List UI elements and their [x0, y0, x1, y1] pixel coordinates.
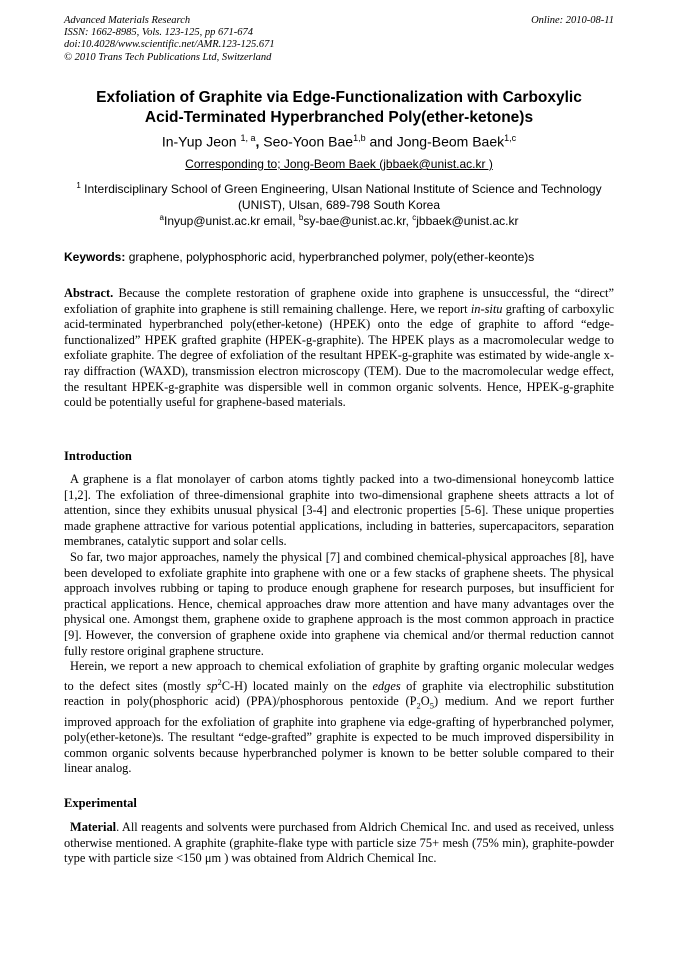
- keywords: [64, 250, 614, 264]
- italic-text: sp: [206, 678, 218, 693]
- author-list: [64, 133, 614, 150]
- email-mark: a: [159, 213, 164, 222]
- material-label: Material: [70, 820, 117, 834]
- abstract: [64, 286, 614, 411]
- email-mark: b: [298, 213, 304, 222]
- superscript: 2: [217, 676, 222, 687]
- author-separator: and: [365, 133, 397, 150]
- email-link[interactable]: Inyup@unist.ac.kr email,: [163, 214, 299, 228]
- affiliation-text: Interdisciplinary School of Green Engineering, Ulsan National Institute of Science and Technology (UNIST), Ulsan, 689-798 South Korea: [80, 182, 602, 212]
- email-mark: c: [412, 213, 417, 222]
- corresponding-author: [64, 157, 614, 171]
- keywords-label: Keywords:: [64, 250, 126, 264]
- paragraph-text: of graphite via electrophilic substitution reaction in poly(phosphoric acid) (PPA)/phosphorous pentoxide (P: [64, 678, 614, 709]
- introduction-body: [64, 472, 614, 777]
- paragraph-text: C-H) located mainly on the: [221, 678, 373, 693]
- author-emails: [64, 213, 614, 228]
- paragraph-text: Herein, we report a new approach to chemical exfoliation of graphite by grafting organic molecular wedges to the defect sites (mostly: [64, 659, 614, 693]
- affiliation: [64, 178, 614, 213]
- author-affiliation-mark: 1,b: [353, 133, 366, 143]
- author-separator: ,: [255, 133, 264, 150]
- author-name: In-Yup Jeon: [161, 133, 237, 150]
- email-link[interactable]: jbbaek@unist.ac.kr: [416, 214, 519, 228]
- material-text: . All reagents and solvents were purchased from Aldrich Chemical Inc. and used as received, unless otherwise mentioned. A graphite (graphite-flake type with particle size 75+ mesh (75% min), graphite-powder type with particle size <150 μm ) was obtained from Aldrich Chemical Inc.: [64, 820, 614, 866]
- author-name: Seo-Yoon Bae: [263, 133, 354, 150]
- abstract-text: grafting of carboxylic acid-terminated hyperbranched poly(ether-ketone) (HPEK) onto the edge of graphite to afford “edge-functionalized” HPEK grafted graphite (HPEK-g-graphite). The HPEK plays as a macromolecular wedge to exfoliate graphite. The degree of exfoliation of the resultant HPEK-g-graphite was estimated by wide-angle x-ray diffraction (WAXD), transmission electron microscopy (TEM). Due to the macromolecular wedge effect, the resultant HPEK-g-graphite was dispersible well in common organic solvents. Hence, HPEK-g-graphite could be potentially useful for graphene-based materials.: [64, 301, 614, 410]
- subscript: 2: [416, 700, 421, 711]
- experimental-body: [64, 820, 614, 867]
- title-line-2: Acid-Terminated Hyperbranched Poly(ether-ketone)s: [144, 108, 534, 126]
- paragraph-text: ) medium. And we report further improved approach for the exfoliation of graphite into graphene via edge-grafting of hyperbranched polymer, poly(ether-ketone)s. The resultant “edge-grafted” graphite is expected to be much improved dispersibility in common organic solvents because hyperbranched polymer is known to be better soluble compared to their linear analog.: [64, 694, 614, 776]
- journal-name: Advanced Materials Research: [64, 15, 191, 26]
- online-date: Online: 2010-08-11: [531, 15, 614, 26]
- corresponding-author-link[interactable]: Corresponding to; Jong-Beom Baek (jbbaek@unist.ac.kr ): [185, 157, 493, 171]
- paragraph-text: O: [420, 694, 430, 709]
- affiliation-number: 1: [76, 181, 81, 190]
- title-line-1: Exfoliation of Graphite via Edge-Functionalization with Carboxylic: [96, 89, 582, 106]
- experimental-heading: Experimental: [64, 796, 137, 810]
- issn-line: ISSN: 1662-8985, Vols. 123-125, pp 671-674: [64, 27, 253, 39]
- author-affiliation-mark: 1,c: [504, 133, 517, 143]
- italic-text: edges: [372, 678, 401, 693]
- doi-line: doi:10.4028/www.scientific.net/AMR.123-125.671: [64, 39, 275, 51]
- paper-title: [64, 88, 614, 127]
- copyright-line: © 2010 Trans Tech Publications Ltd, Switzerland: [64, 51, 272, 63]
- abstract-emphasis: in-situ: [470, 301, 503, 316]
- introduction-heading: Introduction: [64, 449, 132, 463]
- email-link[interactable]: sy-bae@unist.ac.kr,: [303, 214, 413, 228]
- author-affiliation-mark: 1, a: [240, 133, 256, 143]
- paragraph: A graphene is a flat monolayer of carbon atoms tightly packed into a two-dimensional honeycomb lattice [1,2]. The exfoliation of three-dimensional graphite into two-dimensional graphene sheets attracts a lot of attention, since they exhibits unusual physical [3-4] and electronic properties [5-6]. These unique properties made graphene attractive for various potential applications, including in batteries, supercapacitors, separation membranes, catalytic support and solar cells.: [64, 472, 614, 549]
- abstract-text: Because the complete restoration of graphene oxide into graphene is unsuccessful, the “direct” exfoliation of graphite into graphene is still remaining challenge. Here, we report: [64, 286, 614, 316]
- journal-metadata: [64, 15, 275, 64]
- abstract-label: Abstract.: [64, 286, 114, 300]
- paragraph: [64, 659, 614, 777]
- keywords-text: graphene, polyphosphoric acid, hyperbranched polymer, poly(ether-keonte)s: [125, 250, 535, 264]
- subscript: 5: [429, 700, 434, 711]
- paragraph: So far, two major approaches, namely the physical [7] and combined chemical-physical approaches [8], have been developed to exfoliate graphite into graphene with one or a few stacks of graphene sheets. The physical approach involves rubbing or taping to produce enough graphene for research purposes, but insufficient for practical applications. Hence, chemical approaches draw more attention and have many advantages over the physical one. Amongst them, graphene oxide to graphene approach is the most common approach in practice [9]. However, the conversion of graphene oxide into graphene via chemical and/or thermal reduction cannot fully restore original graphene structure.: [64, 549, 614, 658]
- author-name: Jong-Beom Baek: [396, 133, 505, 150]
